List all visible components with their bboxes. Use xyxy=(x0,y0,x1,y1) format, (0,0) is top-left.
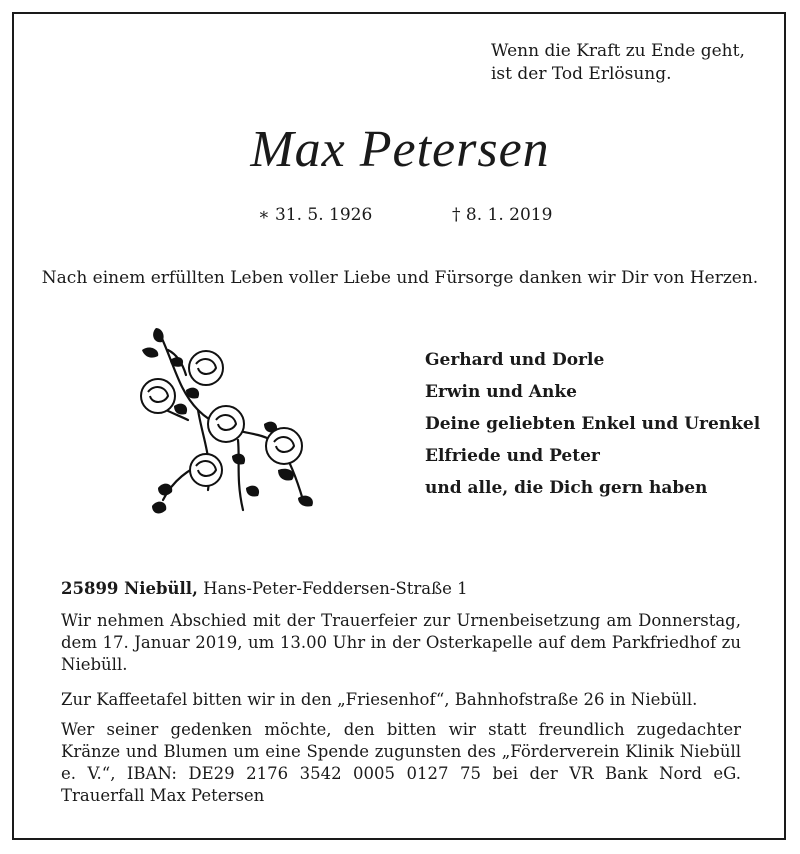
address-line xyxy=(61,578,741,600)
donation-paragraph: Wer seiner gedenken möchte, den bitten wir statt freundlich zugedachter Kränze und Blumen um eine Spende zugunsten des „Förderverein Klinik Niebüll e. V.“, IBAN: DE29 2176 3542 0005 0127 75 bei der VR Bank Nord eG. Trauerfall Max Petersen xyxy=(61,720,741,805)
thanks-line: Nach einem erfüllten Leben voller Liebe und Fürsorge danken wir Dir von Herzen. xyxy=(41,268,759,288)
address-street: Hans-Peter-Feddersen-Straße 1 xyxy=(203,579,468,598)
deceased-name: Max Petersen xyxy=(250,121,550,178)
mourner-entry: Deine geliebten Enkel und Urenkel xyxy=(425,414,761,434)
mourner-entry: Erwin und Anke xyxy=(425,382,577,402)
ceremony-paragraph: Wir nehmen Abschied mit der Trauerfeier zur Urnenbeisetzung am Donnerstag, dem 17. Januar 2019, um 13.00 Uhr in der Osterkapelle auf dem Parkfriedhof zu Niebüll. xyxy=(61,611,741,674)
motto xyxy=(491,40,745,86)
address-city: 25899 Niebüll, xyxy=(61,579,198,598)
birth-date: ∗ 31. 5. 1926 xyxy=(258,205,373,225)
mourner-entry: und alle, die Dich gern haben xyxy=(425,478,708,498)
death-date: † 8. 1. 2019 xyxy=(452,205,553,225)
roses-icon xyxy=(128,320,328,530)
motto-line-2: ist der Tod Erlösung. xyxy=(491,64,672,84)
motto-line-1: Wenn die Kraft zu Ende geht, xyxy=(491,41,745,61)
mourners-list xyxy=(425,344,760,504)
mourner-entry: Elfriede und Peter xyxy=(425,446,600,466)
coffee-paragraph: Zur Kaffeetafel bitten wir in den „Friesenhof“, Bahnhofstraße 26 in Niebüll. xyxy=(61,690,698,709)
mourner-entry: Gerhard und Dorle xyxy=(425,350,605,370)
